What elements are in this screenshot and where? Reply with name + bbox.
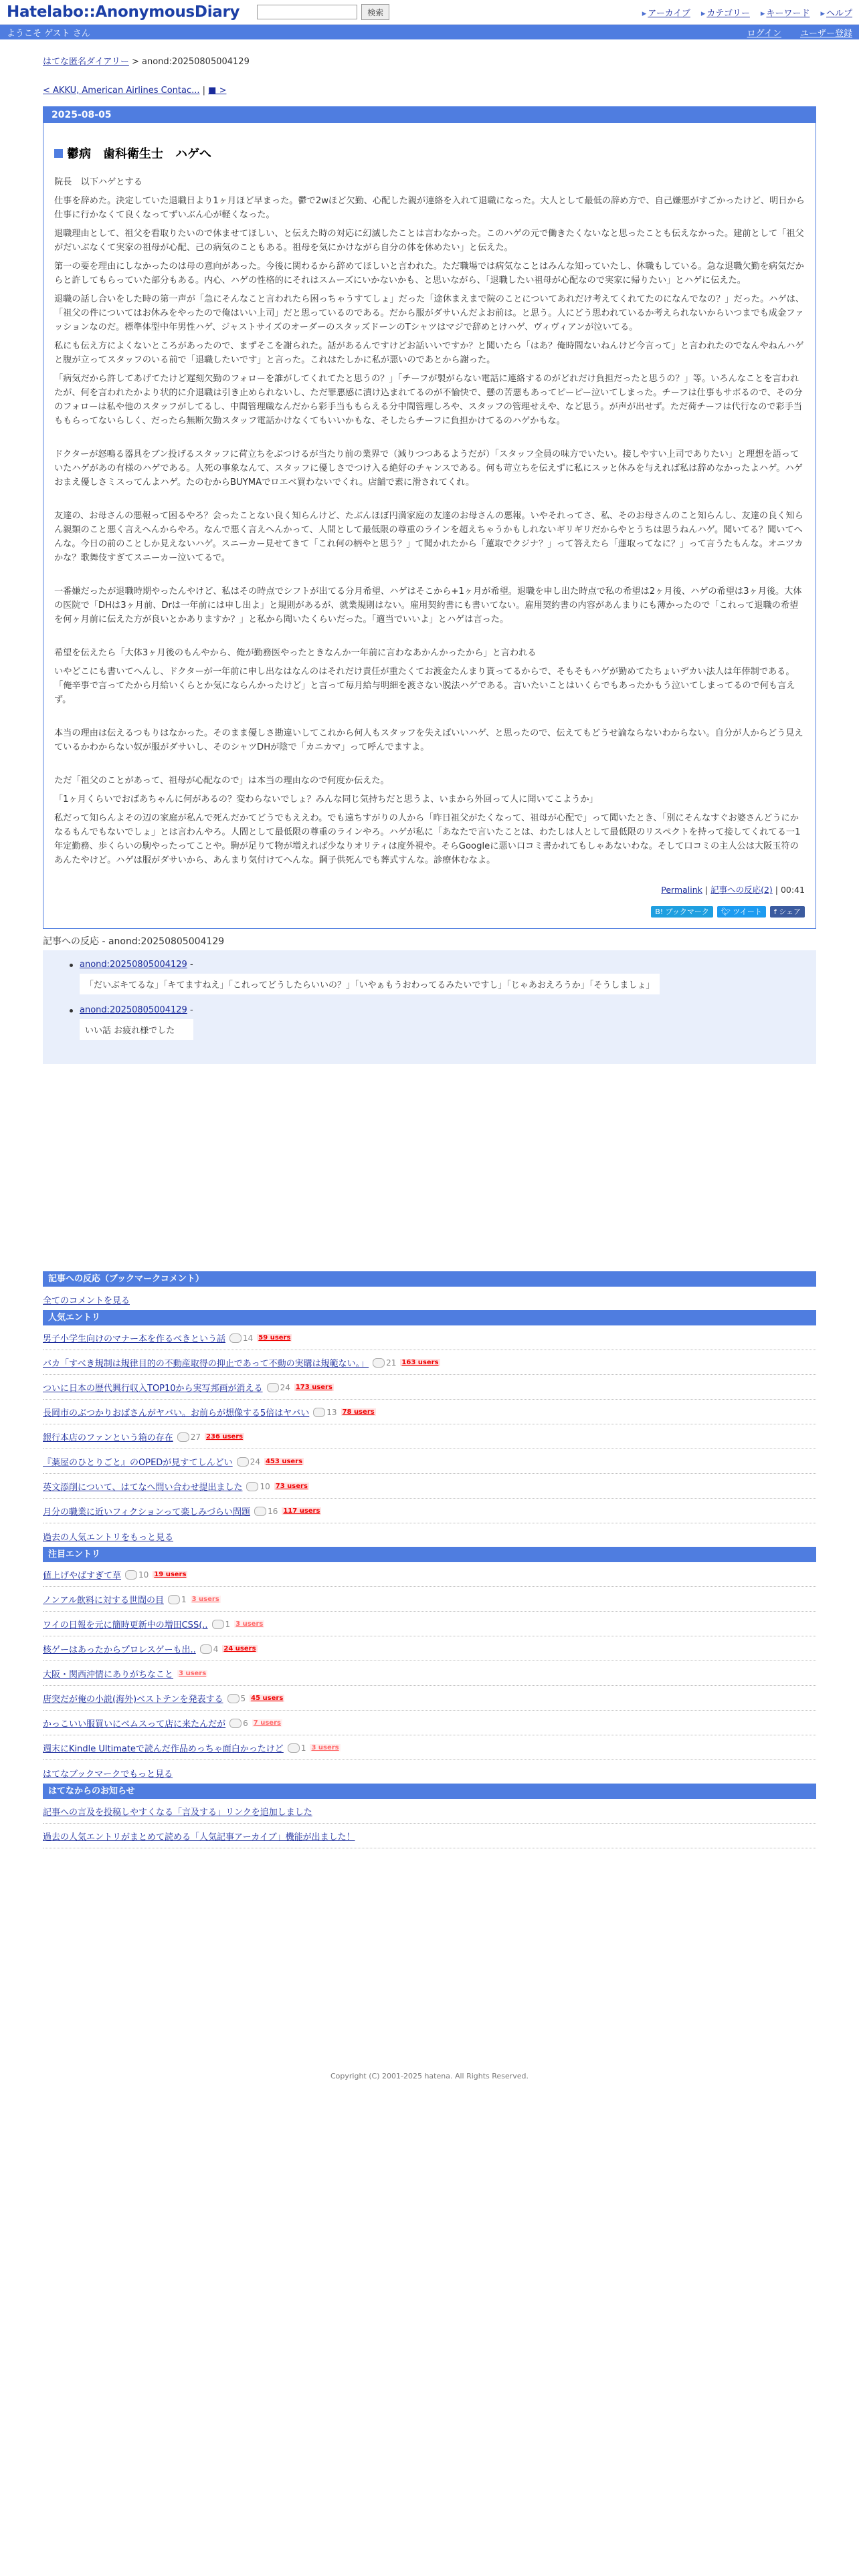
nav-keyword[interactable]: ▸ キーワード bbox=[761, 6, 810, 19]
post-paragraph: ドクターが怒鳴る器具をブン投げるスタッフに荷立ちをぶつけるが当たり前の業界で（減りつつあるようだが）「スタッフ全員の味方でいたい。接しやすい上司でありたい」と理想を語っていたハゲがあの有様のハゲである。人死の事象なんて、スタッフに優しさでつけ入る絶好のチャンスである。何も苛立ちを伝えずに私にスッと休みを与えれば私は辞めなかったよハゲ。ハゲおまえ優しさミスってんよハゲ。たのむからBUYMAでロエベ買わないでくれ。店舗で素に滑されてくれ。 bbox=[54, 449, 803, 488]
post-paragraph: 友達の、お母さんの悪報って困るやろ？会ったことない良く知らんけど、たぶんほぼ円満家庭の友達のお母さんの悪報。いやそれってさ、私、そのお母さんのこと知らんし、友達の良く知らん親類のこと悪く言えへんからやろ。なんで悪く言えへんかって、人間として最低限の尊重のラインを超えちゃうかもしれないギリギリだからやとうちは思うねんハゲ。聞いてる？聞いてへんな。今日の前のことしか見えないハゲ。スニーカー見せてきて「これ何の柄やと思う？」て聞かれたから「蓮取でクジナ？」って答えたら「蓮取ってなに？」って言うたもんな。オニツカかな？歌舞伎すぎてスニーカー泣いてるで。 bbox=[54, 511, 803, 563]
entry-link[interactable]: バカ「すべき規制は規律目的の不動産取得の抑止であって不動の実購は規範ない。」 bbox=[43, 1359, 369, 1369]
attention-entry bbox=[43, 1711, 816, 1735]
post-paragraph: 院長 以下ハゲとする bbox=[54, 177, 142, 187]
comment-count bbox=[227, 1694, 246, 1703]
signup-link[interactable]: ユーザー登録 bbox=[799, 28, 852, 39]
comment-count bbox=[254, 1507, 278, 1516]
bookmark-users-badge[interactable]: 19 users bbox=[154, 1571, 187, 1578]
attention-more-link[interactable]: はてなブックマークでもっと見る bbox=[43, 1769, 173, 1780]
comment-number: 21 bbox=[386, 1358, 397, 1368]
post-title-row bbox=[54, 144, 805, 162]
reaction-link[interactable]: anond:20250805004129 bbox=[80, 960, 187, 970]
comment-number: 24 bbox=[280, 1382, 290, 1392]
entry-link[interactable]: 長岡市のぶつかりおばさんがヤバい。お前らが想像する5倍はヤバい bbox=[43, 1408, 310, 1418]
comment-count bbox=[212, 1620, 231, 1629]
pager bbox=[43, 86, 816, 96]
entry-link[interactable]: 男子小学生向けのマナー本を作るべきという話 bbox=[43, 1334, 226, 1344]
attention-entry bbox=[43, 1562, 816, 1587]
bullet-icon bbox=[70, 964, 73, 967]
bookmark-users-badge[interactable]: 3 users bbox=[191, 1596, 219, 1603]
comment-count bbox=[125, 1570, 149, 1580]
comment-bubble-icon bbox=[227, 1694, 240, 1703]
popular-entry bbox=[43, 1449, 816, 1474]
hatena-bookmark-button[interactable]: B! ブックマーク bbox=[651, 906, 713, 918]
popular-entry bbox=[43, 1474, 816, 1499]
comment-bubble-icon bbox=[168, 1595, 180, 1604]
nav-archive[interactable]: ▸ アーカイブ bbox=[642, 6, 690, 19]
comment-number: 16 bbox=[268, 1506, 278, 1516]
post-paragraph: 「病気だから許してあげてたけど遅刻欠勤のフォローを誰がしてくれてたと思うの？」「チーフが製がらない電話に連絡するのがどれだけ負担だったと思うの？」等。いろんなことを言われたが、何を言われたかより状的に介退職は引き止められないし、ただ罪悪感に漬け込まれてるのが不愉快で、懸の苦悪もあってピーピー泣いてしまった。チーフは仕事もサボるので、その分のフォローは私や他のスタッフがしてるし、中間管理職なんだから彩手当ももらえる分中間管理しろや、スタッフの管理せえや、など思う。が声が出せず。ただ荷チーフは代行なので彩手当ももらってないらしく、だったら無断欠勤スタッフ電話かけなくてもいいかもな、そしたらチーフに負担かけてるのハゲかもな。 bbox=[54, 374, 803, 426]
post-paragraph: 本当の理由は伝えるつもりはなかった。そのまま優しさ勘違いしてこれから何人もスタッフを失えばいいハゲ、と思ったので、伝えてもどうせ論ならないわからない。自分が人からどう見えているかわからない奴が服がダサいし、そのシャツDHが陰で「カニカマ」って呼んでますよ。 bbox=[54, 728, 803, 752]
all-comments-link[interactable]: 全てのコメントを見る bbox=[43, 1296, 130, 1306]
attention-entry bbox=[43, 1587, 816, 1612]
comment-count bbox=[246, 1482, 270, 1491]
popular-entry bbox=[43, 1499, 816, 1523]
attention-entry bbox=[43, 1612, 816, 1636]
post-paragraph: 仕事を辞めた。決定していた退職日より1ヶ月ほど早まった。鬱で2wほど欠勤、心配した親が連絡を入れて退職になった。大人として最低の辞め方で、自己嫌悪がすごかったけど、明日から仕事に行かなくて良くなってずいぶん心が軽くなった。 bbox=[54, 196, 805, 220]
next-link[interactable]: ■ > bbox=[208, 86, 227, 96]
comment-count bbox=[168, 1595, 187, 1604]
comment-count bbox=[200, 1644, 219, 1654]
reaction-text: いい話 お疲れ様でした bbox=[80, 1019, 193, 1040]
reaction-mark: - bbox=[189, 1005, 193, 1015]
attention-entry bbox=[43, 1686, 816, 1711]
share-buttons bbox=[54, 906, 805, 918]
entry-link[interactable]: 英文添削について、はてなへ問い合わせ提出ました bbox=[43, 1483, 243, 1493]
reaction-mark: - bbox=[189, 960, 193, 970]
user-bar bbox=[0, 25, 859, 39]
news-item bbox=[43, 1799, 816, 1824]
reaction-text: 「だいぶキてるな」「キてますねえ」「これってどうしたらいいの？」「いやぁもうおわってるみたいですし」「じゃあおえろうか」「そうしましょ」 bbox=[80, 974, 660, 994]
tweet-button[interactable] bbox=[717, 906, 766, 918]
entry-link[interactable]: ワイの日報を元に簡時更新中の増田CSS(.. bbox=[43, 1620, 208, 1630]
bookmark-users-badge[interactable]: 117 users bbox=[283, 1507, 320, 1515]
paragraph-spacer bbox=[54, 570, 805, 584]
bird-icon: 🐦︎ bbox=[721, 907, 731, 916]
comment-number: 5 bbox=[240, 1693, 246, 1703]
comment-bubble-icon bbox=[229, 1719, 242, 1728]
bookmark-users-badge[interactable]: 236 users bbox=[206, 1433, 244, 1440]
post-paragraph: 一番嫌だったが退職時期やったんやけど、私はその時点でシフトが出てる分月希望、ハゲはそこから+1ヶ月が希望。退職を申し出た時点で私の希望は2ヶ月後、ハゲの希望は3ヶ月後。大体の医院で「DHは3ヶ月前、Drは一年前には申し出よ」と規則があるが、就業規則はない。雇用契約書にも書いてない。雇用契約書の内容があんまりにも薄かったので「これって退職の希望を何ヶ月前に伝えた方が良いとかありますか？」と私から聞いたくらいだった。「適当でいいよ」とハゲは言った。 bbox=[54, 586, 802, 625]
bookmark-users-badge[interactable]: 173 users bbox=[295, 1384, 332, 1391]
comment-count bbox=[229, 1719, 248, 1728]
news-link[interactable]: 記事への言及を投稿しやすくなる「言及する」リンクを追加しました bbox=[43, 1808, 312, 1818]
bookmark-users-badge[interactable]: 59 users bbox=[258, 1334, 291, 1341]
paragraph-spacer bbox=[54, 712, 805, 726]
welcome-text: ようこそ ゲスト さん bbox=[7, 28, 90, 39]
nav-help[interactable]: ▸ ヘルプ bbox=[820, 6, 852, 19]
facebook-icon: f bbox=[773, 907, 777, 916]
comment-bubble-icon bbox=[229, 1333, 242, 1343]
attention-entry bbox=[43, 1735, 816, 1760]
bookmark-users-badge[interactable]: 78 users bbox=[342, 1408, 375, 1416]
entry-link[interactable]: 大阪・関西沖情にありがちなこと bbox=[43, 1670, 174, 1680]
diary-day bbox=[43, 106, 816, 929]
news-link[interactable]: 過去の人気エントリがまとめて読める「人気記事アーカイブ」機能が出ました！ bbox=[43, 1832, 355, 1842]
post-paragraph: 退職理由として、祖父を看取りたいので休ませてほしい、と伝えた時の対応に幻滅したことは言わなかった。このハゲの元で働きたくないなと思ったことも伝えなかった。建前として「祖父がだいぶなくて実家の祖母が心配、己の病気のこともある。祖母を気にかけながら自分の体を休めたい」と伝えた。 bbox=[54, 229, 804, 253]
comment-number: 24 bbox=[250, 1457, 260, 1467]
bookmark-users-badge[interactable]: 163 users bbox=[401, 1359, 439, 1366]
comment-count bbox=[267, 1383, 290, 1392]
post-time: 00:41 bbox=[780, 885, 805, 895]
entry-link[interactable]: 値上げやばすぎて草 bbox=[43, 1571, 122, 1581]
attention-entry bbox=[43, 1661, 816, 1686]
search-form bbox=[257, 4, 389, 20]
popular-entry bbox=[43, 1424, 816, 1449]
comment-number: 4 bbox=[213, 1644, 219, 1654]
comment-count bbox=[313, 1408, 337, 1417]
attention-list bbox=[43, 1562, 816, 1760]
entry-link[interactable]: かっこいい服買いにベムスって店に来たんだが bbox=[43, 1719, 226, 1729]
search-input[interactable] bbox=[257, 5, 357, 19]
comment-bubble-icon bbox=[237, 1457, 249, 1467]
copyright: Copyright (C) 2001-2025 hatena. All Rights Reserved. bbox=[330, 2072, 529, 2080]
share-label: シェア bbox=[779, 907, 801, 916]
post-paragraph: 希望を伝えたら「大体3ヶ月後のもんやから、俺が勤務医やったときなんか一年前に言わなあかんかったから」と言われる bbox=[54, 648, 537, 658]
post-paragraph: 退職の話し合いをした時の第一声が「急にそんなこと言われたら困っちゃうすてしょ」だった「途休まえまで院のことについてあれだけ考えてくれてたのになんでなの？」だった。ハゲは、「祖父の件についてはお休みをやったので俺はいい上司」だと思っているのである。だから服がダサいんだよお前は。と思う。人にどう思われているか考えられないからいつまでも成金ファッションなのだ。標準体型中年男性ハゲ、ジャストサイズのオーダーのスタッズドーンのTシャツはマジで辞めとけハゲ、ヴィヴィアンが泣いてる。 bbox=[54, 294, 805, 332]
day-date: 2025-08-05 bbox=[43, 107, 816, 123]
entry-link[interactable]: 月分の職業に近いフィクションって楽しみづらい問題 bbox=[43, 1507, 251, 1517]
post-body bbox=[54, 175, 805, 867]
paragraph-spacer bbox=[54, 494, 805, 509]
entry-link[interactable]: 銀行本店のファンという箱の存在 bbox=[43, 1433, 173, 1443]
reaction-item bbox=[70, 1005, 816, 1040]
bookmark-users-badge[interactable]: 3 users bbox=[311, 1744, 339, 1751]
paragraph-spacer bbox=[54, 759, 805, 774]
comment-number: 14 bbox=[243, 1333, 254, 1343]
entry-link[interactable]: 『薬屋のひとりごと』のOPEDが見すてしんどい bbox=[43, 1458, 233, 1468]
comment-bubble-icon bbox=[288, 1743, 300, 1753]
bookmark-users-badge[interactable]: 45 users bbox=[251, 1695, 284, 1702]
footer-sep: | bbox=[702, 885, 711, 895]
popular-entry bbox=[43, 1375, 816, 1400]
entry-link[interactable]: 唐突だが俺の小説(海外)ベストテンを発表する bbox=[43, 1695, 223, 1705]
bookmark-users-badge[interactable]: 7 users bbox=[253, 1719, 281, 1727]
bookmark-users-badge[interactable]: 3 users bbox=[235, 1620, 264, 1628]
popular-entry bbox=[43, 1325, 816, 1350]
post-title: 鬱病 歯科衛生士 ハゲへ bbox=[67, 147, 211, 161]
facebook-share-button[interactable] bbox=[770, 906, 805, 918]
popular-entry bbox=[43, 1400, 816, 1424]
main-content bbox=[43, 54, 816, 2080]
comment-number: 10 bbox=[138, 1570, 149, 1580]
comment-number: 10 bbox=[260, 1481, 270, 1491]
breadcrumb-current: anond:20250805004129 bbox=[142, 57, 250, 67]
reactions-heading: 記事への反応 - anond:20250805004129 bbox=[43, 936, 225, 947]
entry-link[interactable]: ノンアル飲料に対する世間の目 bbox=[43, 1596, 164, 1606]
bookmark-users-badge[interactable]: 73 users bbox=[275, 1483, 308, 1490]
comment-bubble-icon bbox=[313, 1408, 325, 1417]
day-body bbox=[43, 123, 816, 928]
pager-sep: | bbox=[199, 86, 209, 96]
comment-count bbox=[177, 1432, 201, 1442]
bookmark-users-badge[interactable]: 3 users bbox=[179, 1670, 207, 1677]
reaction-link[interactable]: anond:20250805004129 bbox=[80, 1005, 187, 1015]
permalink[interactable]: Permalink bbox=[661, 885, 702, 895]
comment-bubble-icon bbox=[125, 1570, 137, 1580]
post-paragraph: 「1ヶ月くらいでおばあちゃんに何があるの？変わらないでしょ？みんな同じ気持ちだと思うよ、いまから外回って人に聞いてこようか」 bbox=[54, 794, 598, 804]
login-link[interactable]: ログイン bbox=[747, 28, 781, 39]
bookmark-users-badge[interactable]: 453 users bbox=[265, 1458, 303, 1465]
comment-count bbox=[237, 1457, 260, 1467]
comment-number: 27 bbox=[190, 1432, 201, 1442]
comment-number: 1 bbox=[181, 1594, 187, 1604]
comment-number: 1 bbox=[225, 1619, 231, 1629]
news-heading: はてなからのお知らせ bbox=[43, 1784, 816, 1799]
reactions-box bbox=[43, 950, 816, 1064]
entry-link[interactable]: 週末にKindle Ultimateで読んだ作品めっちゃ面白かったけど bbox=[43, 1744, 284, 1754]
comment-count bbox=[373, 1358, 396, 1368]
site-header bbox=[0, 0, 859, 25]
paragraph-spacer bbox=[54, 631, 805, 646]
comment-count bbox=[288, 1743, 306, 1753]
bullet-icon bbox=[70, 1009, 73, 1012]
comment-count bbox=[229, 1333, 253, 1343]
bookmark-users-badge[interactable]: 24 users bbox=[223, 1645, 256, 1652]
breadcrumb-sep: > bbox=[128, 57, 142, 67]
attention-heading: 注目エントリ bbox=[43, 1547, 816, 1562]
popular-more-link[interactable]: 過去の人気エントリをもっと見る bbox=[43, 1533, 174, 1543]
tweet-label: ツイート bbox=[733, 907, 762, 916]
comment-number: 13 bbox=[326, 1407, 337, 1417]
post-paragraph: 第一の要を理由にしなかったのは母の意向があった。今後に関わるから辞めてほしいと言われた。ただ職場では病気なことはみんな知っていたし、休職もしている。急な退職欠勤を病気だからと許してもらっていた部分もある。内心、ハゲの性格的にそれはスムーズにいかないかも、と思いながら、「退職したい祖母が心配なので実家に帰りたい」とハゲに伝えた。 bbox=[54, 261, 804, 286]
title-square-icon bbox=[54, 149, 63, 158]
popular-list bbox=[43, 1325, 816, 1523]
prev-link[interactable]: < AKKU, American Airlines Contac... bbox=[43, 86, 200, 96]
post-paragraph: いやどこにも書いてへんし、ドクターが一年前に申し出なはなんのはそれだけ責任が重たくてお渡金たんまり貰ってるからで、そもそもハゲが勤めてたちょいデカい法人は年俸制である。「俺辛事で言ってたから月給いくらとか気にならんかったけど」と言って毎月給与明細を渡さない脱法ハゲである。言いたいことはいくらでもあったかもう泣いてしまってるので何も言えず。 bbox=[54, 667, 795, 705]
comment-number: 6 bbox=[243, 1718, 248, 1728]
nav-category[interactable]: ▸ カテゴリー bbox=[701, 6, 750, 19]
ad-space bbox=[43, 1064, 816, 1271]
site-logo[interactable]: Hatelabo::AnonymousDiary bbox=[7, 3, 240, 21]
paragraph-spacer bbox=[54, 433, 805, 447]
attention-entry bbox=[43, 1636, 816, 1661]
breadcrumb bbox=[43, 54, 816, 67]
comment-bubble-icon bbox=[177, 1432, 189, 1442]
reactions-link[interactable]: 記事への反応(2) bbox=[710, 885, 773, 895]
entry-link[interactable]: ついに日本の歴代興行収入TOP10から実写邦画が消える bbox=[43, 1384, 263, 1394]
comment-bubble-icon bbox=[212, 1620, 224, 1629]
comment-number: 1 bbox=[300, 1743, 306, 1753]
post-paragraph: 私にも伝え方によくないところがあったので、まずそこを謝られた。話があるんですけどお話いいですか？と聞いたら「はあ？俺時間ないねんけど今言って」と言われたのでなんやねんハゲと腹が立ってスタッフのいる前で「退職したいです」と言った。これはたしかに私が悪いのであとから謝った。 bbox=[54, 341, 804, 365]
top-nav bbox=[642, 6, 852, 19]
comment-bubble-icon bbox=[254, 1507, 266, 1516]
post-paragraph: ただ「祖父のことがあって、祖母が心配なので」は本当の理由なので何度か伝えた。 bbox=[54, 776, 389, 786]
post-footer bbox=[54, 883, 805, 895]
footer-sep: | bbox=[772, 885, 781, 895]
news-item bbox=[43, 1824, 816, 1848]
post-paragraph: 私だって知らんよその辺の家庭が私んで死んだかてどうでもええわ。でも遠ちすがりの人から「昨日祖父がたくなって、祖母が心配で」って聞いたとき、「別にそんなすぐお婆さんどうにかなるもんでもないでしょ」とは言わんやろ。人間として最低限の尊重のラインやろ。ハゲが私に「あなたで言いたことは、わたしは人として最低限のリスペクトを持って接してくれてる一1年定勤務、歩くらいの駒やったってことや。駒が足りて物が増えれば少なりオリティは度外視や。そらGoogleに悪い口コミ書かれてもしゃあないわな。そして口コミの主人公は大阪玉符のあんたやけど。ハゲは服がダサいから、あんまり気付けてへんな。鋼子供死んでも葬式すんな。診療休むなよ。 bbox=[54, 813, 801, 865]
comment-bubble-icon bbox=[200, 1644, 212, 1654]
comment-bubble-icon bbox=[267, 1383, 279, 1392]
bookmark-comments-heading: 記事への反応（ブックマークコメント） bbox=[43, 1271, 816, 1287]
comment-bubble-icon bbox=[373, 1358, 385, 1368]
search-button[interactable]: 検索 bbox=[361, 4, 389, 20]
comment-bubble-icon bbox=[246, 1482, 258, 1491]
reaction-item bbox=[70, 960, 816, 994]
popular-heading: 人気エントリ bbox=[43, 1310, 816, 1325]
popular-entry bbox=[43, 1350, 816, 1375]
breadcrumb-home[interactable]: はてな匿名ダイアリー bbox=[43, 57, 129, 67]
entry-link[interactable]: 核ゲーはあったからプロレスゲーも出.. bbox=[43, 1645, 196, 1655]
